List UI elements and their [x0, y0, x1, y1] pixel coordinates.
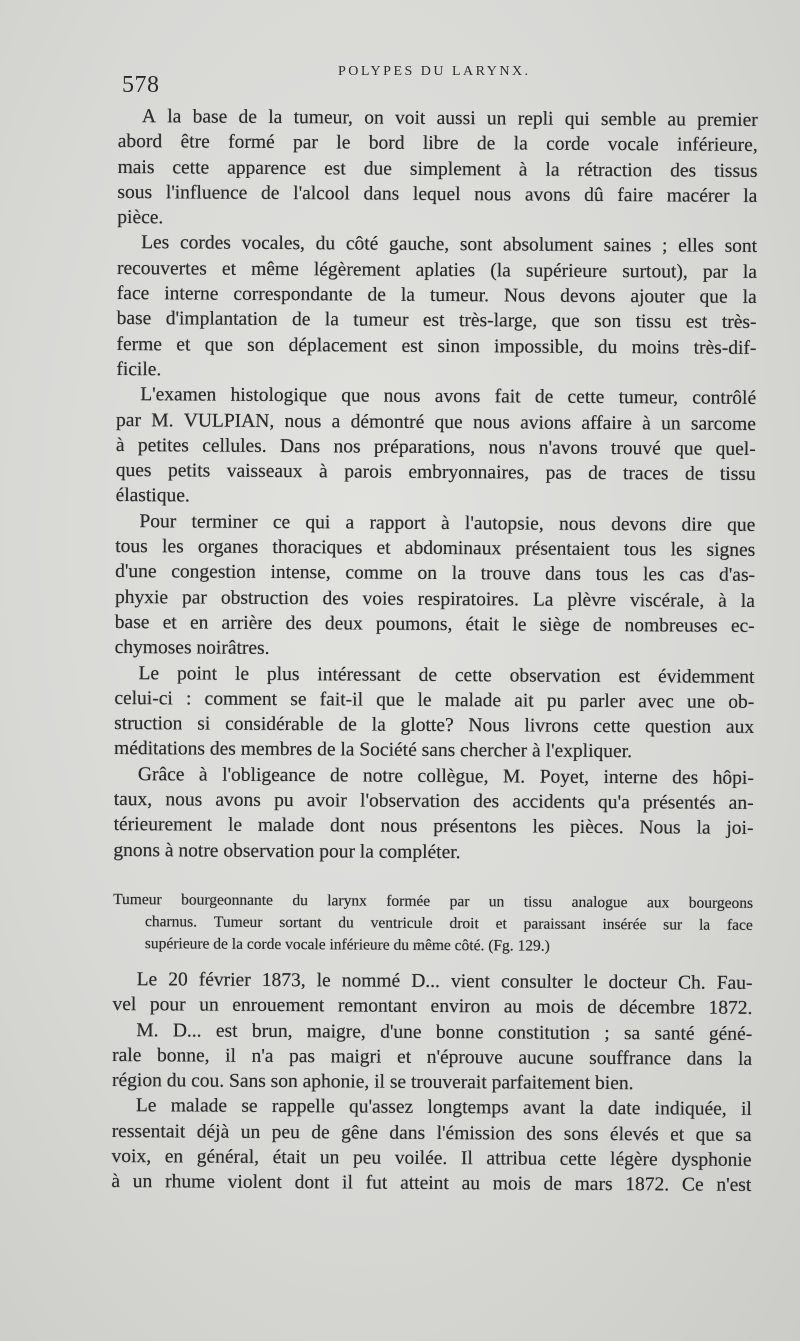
text-line: à un rhume violent dont il fut atteint au mois de mars 1872. Ce n'est [111, 1171, 752, 1197]
text-line: tous les organes thoraciques et abdominaux présentaient tous les signes [115, 536, 756, 561]
observation-caption [113, 889, 753, 959]
text-line: par M. VULPIAN, nous a démontré que nous avions affaire à un sarcome [116, 409, 756, 435]
text-line: vel pour un enrouement remontant environ au mois de décembre 1872. [112, 994, 753, 1020]
caption-line: charnus. Tumeur sortant du ventricule droit et paraissant insérée sur la face [144, 913, 753, 934]
text-line: struction si considérable de la glotte? Nous livrons cette question aux [114, 713, 755, 739]
page-body [111, 104, 758, 1198]
text-line: M. D... est brun, maigre, d'une bonne constitution ; sa santé géné- [136, 1019, 753, 1045]
paragraph [114, 661, 755, 766]
paragraph [113, 762, 754, 867]
paragraph [112, 967, 752, 1022]
text-line: ferme et que son déplacement est sinon impossible, du moins très-dif- [116, 333, 757, 359]
text-line: mais cette apparence est due simplement à la rétraction des tissus [117, 156, 758, 182]
text-line: à petites cellules. Dans nos préparations, nous n'avons trouvé que quel- [115, 434, 756, 460]
text-line: chymoses noirâtres. [114, 637, 270, 660]
running-title: POLYPES DU LARYNX. [338, 64, 531, 79]
text-line: base et en arrière des deux poumons, était le siège de nombreuses ec- [114, 611, 755, 637]
text-line: d'une congestion intense, comme on la trouve dans tous les cas d'as- [115, 561, 756, 587]
paragraph [117, 104, 758, 234]
paragraph [112, 1017, 752, 1097]
text-line: Pour terminer ce qui a rapport à l'autopsie, nous devons dire que [139, 510, 756, 536]
text-line: gnons à notre observation pour la compléter. [113, 839, 461, 863]
caption-line: Tumeur bourgeonnante du larynx formée par un tissu analogue aux bourgeons [113, 890, 754, 912]
text-line: région du cou. Sans son aphonie, il se trouverait parfaitement bien. [111, 1070, 634, 1095]
paragraph [116, 382, 757, 512]
caption-line: supérieure de la corde vocale inférieure du même côté. (Fg. 129.) [144, 935, 550, 955]
paragraph [116, 230, 757, 386]
paragraph [111, 1093, 752, 1198]
text-line: voix, en général, était un peu voilée. Il attribua cette légère dysphonie [111, 1145, 752, 1171]
text-line: Grâce à l'obligeance de notre collègue, M. Poyet, interne des hôpi- [137, 763, 754, 789]
text-line: A la base de la tumeur, on voit aussi un repli qui semble au premier [141, 106, 758, 131]
text-line: phyxie par obstruction des voies respiratoires. La plèvre viscérale, à la [114, 586, 755, 612]
paragraph [115, 509, 756, 665]
text-line: abord être formé par le bord libre de la corde vocale inférieure, [117, 131, 758, 157]
text-line: ressentait déjà un peu de gêne dans l'émission des sons élevés et que sa [111, 1120, 752, 1146]
text-line: recouvertes et même légèrement aplaties (la supérieure surtout), par la [116, 257, 758, 283]
text-line: ques petits vaisseaux à parois embryonnaires, pas de traces de tissu [115, 460, 756, 486]
page-number: 578 [122, 72, 160, 98]
text-line: Le 20 février 1873, le nommé D... vient consulter le docteur Ch. Fau- [136, 969, 753, 994]
text-line: face interne correspondante de la tumeur. Nous devons ajouter que la [116, 283, 757, 308]
text-line: sous l'influence de l'alcool dans lequel nous avons dû faire macérer la [117, 181, 758, 207]
text-line: térieurement le malade dont nous présentons les pièces. Nous la joi- [113, 814, 754, 840]
text-line: celui-ci : comment se fait-il que le malade ait pu parler avec une ob- [114, 687, 755, 713]
text-line: pièce. [117, 207, 164, 229]
text-line: Le malade se rappelle qu'assez longtemps avant la date indiquée, il [135, 1095, 752, 1121]
text-line: rale bonne, il n'a pas maigri et n'éprouve aucune souffrance dans la [112, 1044, 753, 1070]
section-gap [113, 863, 753, 893]
text-line: base d'implantation de la tumeur est très-large, que son tissu est très- [116, 308, 757, 334]
text-line: taux, nous avons pu avoir l'observation des accidents qu'a présentés an- [113, 789, 754, 814]
text-line: méditations des membres de la Société sans chercher à l'expliquer. [113, 738, 633, 763]
text-line: élastique. [115, 485, 190, 507]
text-line: Le point le plus intéressant de cette observation est évidemment [138, 662, 755, 688]
text-line: L'examen histologique que nous avons fait de cette tumeur, contrôlé [140, 384, 757, 410]
text-line: ficile. [116, 358, 162, 381]
text-line: Les cordes vocales, du côté gauche, sont absolument saines ; elles sont [141, 232, 758, 258]
